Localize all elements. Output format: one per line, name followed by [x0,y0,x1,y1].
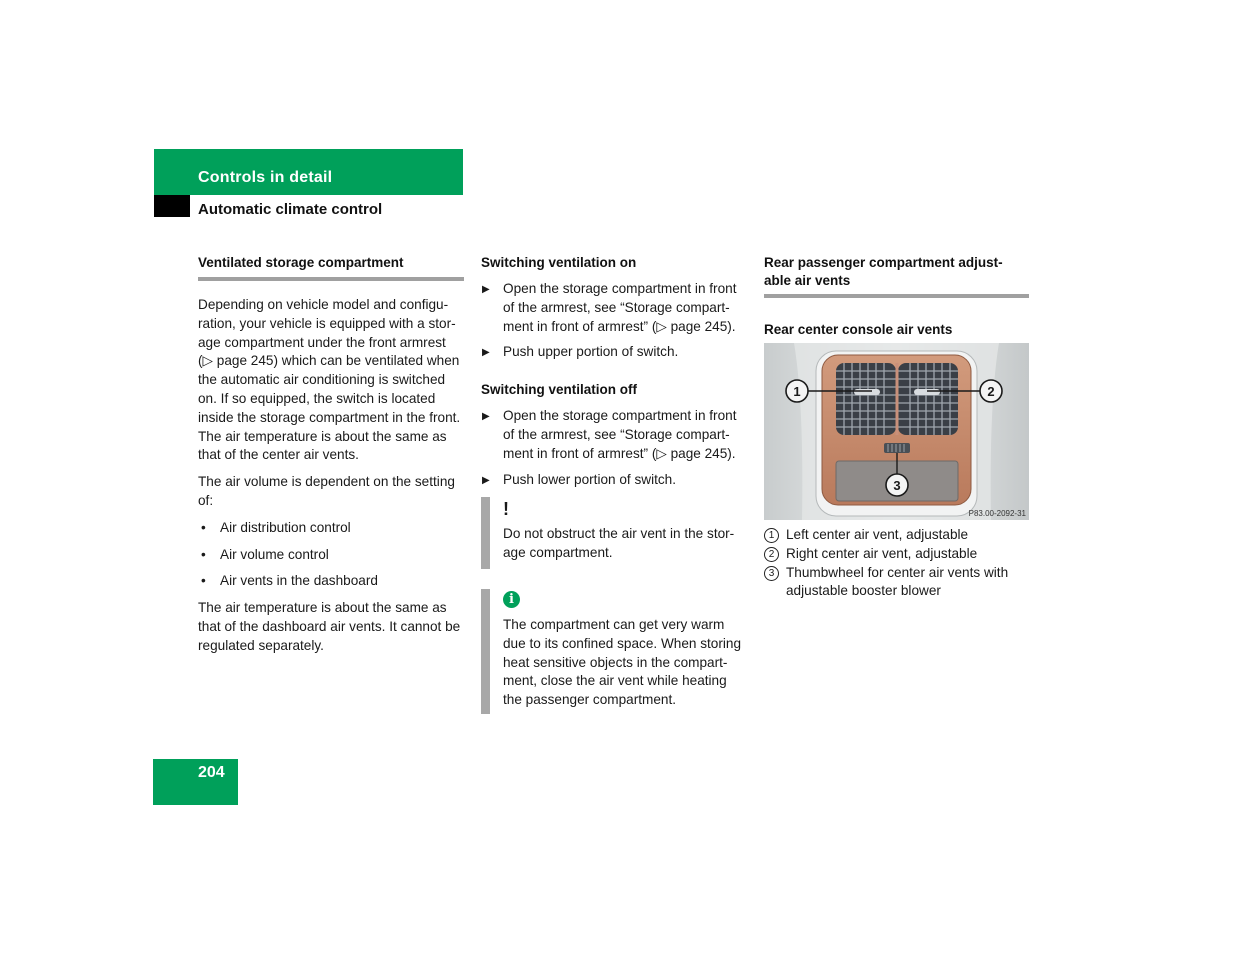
illustration-captions [764,526,1029,601]
bullet-list [198,519,464,591]
paragraph-intro: Depending on vehicle model and configu-ration, your vehicle is equipped with a stor-age compartment under the front armrest (▷ page 245) which can be ventilated when the automatic air conditioning is switched on. If so equipped, the switch is located inside the storage compartment in the front. The air temperature is about the same as that of the center air vents. [198,297,461,463]
arrow-bullet-icon: ▶ [482,347,490,359]
caption-number: 3 [764,566,779,581]
callout-3-label: 3 [893,478,901,493]
chapter-tab-marker [154,195,190,217]
image-code: P83.00-2092-31 [968,509,1026,518]
warning-text: Do not obstruct the air vent in the stor-age compartment. [503,526,735,561]
step-item: ▶ Push lower portion of switch. [481,471,749,490]
bullet-dot: • [201,519,206,535]
section-title: Controls in detail [198,169,333,186]
paragraph-air-volume: The air volume is dependent on the setting of: [198,474,455,508]
caption-number: 2 [764,547,779,562]
info-text: The compartment can get very warm due to its confined space. When storing heat sensitive objects in the compart-ment, close the air vent while heating the passenger compartment. [503,616,742,708]
right-vent-grille [898,363,958,435]
page-number-box [153,759,238,805]
caption-number: 1 [764,528,779,543]
list-item: • Air volume control [198,546,464,565]
heading-ventilated-storage: Ventilated storage compartment [198,255,404,270]
subsection-title: Automatic climate control [198,201,383,218]
caption-item: 3 Thumbwheel for center air vents with adjustable booster blower [764,564,1029,602]
column-ventilated-storage [198,254,464,656]
left-vent-grille [836,363,896,435]
subheading-rear-console-vents: Rear center console air vents [764,322,953,337]
info-note [481,589,749,714]
warning-note [481,497,749,569]
caption-item: 1 Left center air vent, adjustable [764,526,1029,545]
heading-rule [764,294,1029,298]
list-item: • Air vents in the dashboard [198,572,464,591]
page-number: 204 [198,764,225,781]
callout-2-label: 2 [987,384,995,399]
step-item: ▶ Open the storage compartment in front of the armrest, see “Storage compart-ment in front of armrest” (▷ page 245). [482,408,737,461]
step-item: ▶ Push upper portion of switch. [481,343,749,362]
rear-console-vents-illustration [764,343,1029,520]
column-switching-ventilation [481,254,749,714]
column-rear-air-vents [764,254,1029,339]
step-item: ▶ Open the storage compartment in front of the armrest, see “Storage compart-ment in front of armrest” (▷ page 245). [482,281,737,334]
heading-switching-on: Switching ventilation on [481,255,637,270]
heading-rear-air-vents: Rear passenger compartment adjust-able air vents [764,255,1003,288]
arrow-bullet-icon: ▶ [482,474,490,486]
callout-1-label: 1 [793,384,801,399]
list-item: • Air distribution control [198,519,464,538]
caption-item: 2 Right center air vent, adjustable [764,545,1029,564]
bullet-dot: • [201,546,206,562]
heading-rule [198,277,464,281]
arrow-bullet-icon: ▶ [482,284,490,295]
bullet-dot: • [201,573,206,589]
warning-icon: ! [503,499,509,520]
info-icon: i [503,591,520,608]
arrow-bullet-icon: ▶ [482,411,490,423]
paragraph-air-temperature: The air temperature is about the same as that of the dashboard air vents. It cannot be regulated separately. [198,600,461,653]
heading-switching-off: Switching ventilation off [481,382,637,398]
